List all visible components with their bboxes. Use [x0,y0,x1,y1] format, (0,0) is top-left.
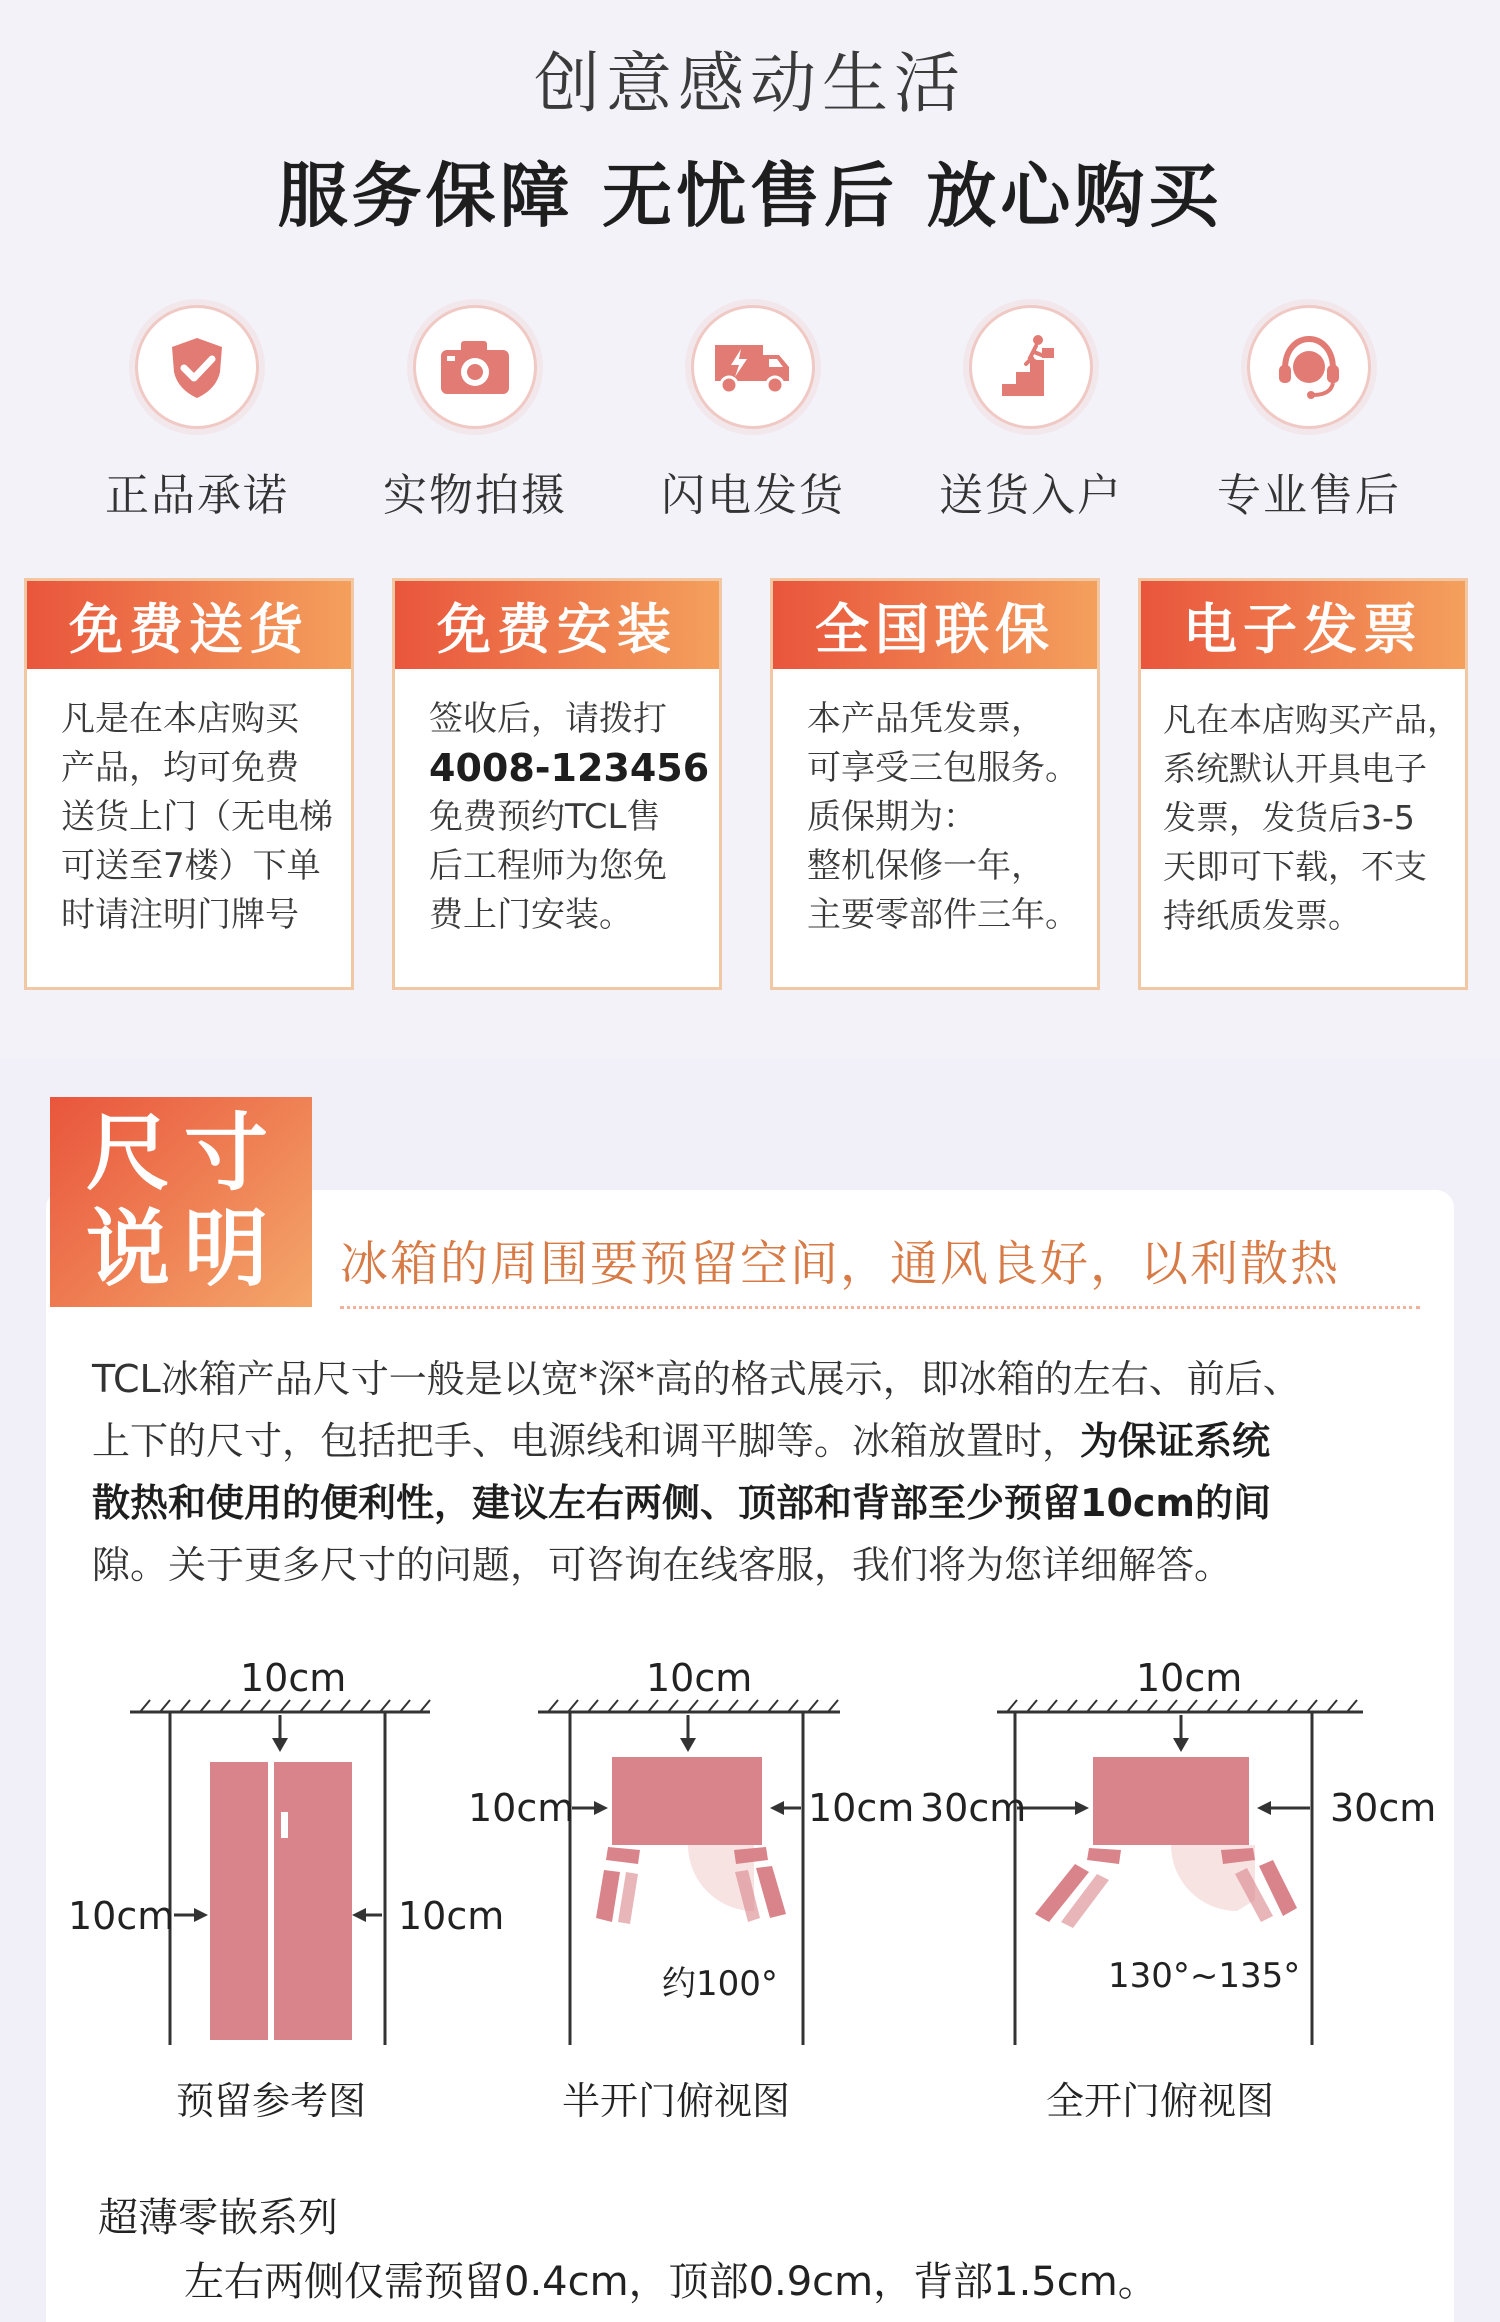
card-line: 费上门安装。 [429,895,633,935]
card-line: 时请注明门牌号 [61,895,299,935]
size-tag-line1: 尺寸 [86,1104,283,1202]
card-title: 电子发票 [1141,581,1465,669]
card-free-delivery [24,578,354,990]
card-body [1141,669,1465,940]
desc-line: TCL冰箱产品尺寸一般是以宽*深*高的格式展示，即冰箱的左右、前后、 [92,1357,1301,1401]
card-body [27,669,351,940]
desc-bold: 为保证系统 [1080,1419,1271,1463]
card-free-install [392,578,722,990]
feature-label: 正品承诺 [105,470,289,521]
top-clearance-label: 10cm [240,1656,347,1700]
top-clearance-label: 10cm [646,1656,753,1700]
card-line: 天即可下载，不支 [1163,847,1427,886]
card-line: 可享受三包服务。 [807,748,1079,788]
camera-icon [413,305,537,429]
desc-line [92,1472,1422,1534]
size-section-tag [50,1097,312,1307]
right-clearance-label: 30cm [1330,1786,1437,1830]
slogan-title: 创意感动生活 [534,45,966,122]
series-note: 左右两侧仅需预留0.4cm，顶部0.9cm，背部1.5cm。 [184,2259,1158,2305]
feature-label: 专业售后 [1217,470,1401,521]
card-line: 质保期为： [807,797,977,837]
desc-line [92,1410,1422,1472]
diagram-caption: 全开门俯视图 [1046,2079,1275,2123]
feature-home-delivery [906,305,1156,523]
card-line: 整机保修一年， [807,846,1045,886]
left-clearance-label: 10cm [468,1786,575,1830]
dotted-divider [340,1306,1420,1309]
card-line: 后工程师为您免 [429,846,667,886]
card-line: 持纸质发票。 [1163,896,1361,935]
size-subtitle: 冰箱的周围要预留空间，通风良好，以利散热 [340,1236,1341,1292]
size-description [92,1348,1422,1596]
feature-label: 送货入户 [939,470,1123,521]
feature-label: 闪电发货 [661,470,845,521]
card-body [395,669,719,940]
card-title: 免费送货 [27,581,351,669]
feature-after-sales [1184,305,1434,523]
card-line: 主要零部件三年。 [807,895,1079,935]
clearance-reference-diagram [110,1660,450,2060]
card-line: 签收后，请拨打 [429,699,667,739]
card-line: 系统默认开具电子 [1163,749,1427,788]
top-clearance-label: 10cm [1136,1656,1243,1700]
card-line: 发票，发货后3-5 [1163,798,1415,837]
card-warranty [770,578,1100,990]
card-line: 送货上门（无电梯 [61,797,333,837]
service-phone: 4008-123456 [429,746,710,790]
card-line: 本产品凭发票， [807,699,1045,739]
slogan-subtitle: 服务保障 无忧售后 放心购买 [277,155,1223,237]
card-title: 全国联保 [773,581,1097,669]
delivery-truck-icon [691,305,815,429]
headset-service-icon [1247,305,1371,429]
card-line: 凡在本店购买产品， [1163,700,1460,739]
stairs-person-icon [969,305,1093,429]
diagram-caption: 预留参考图 [176,2079,367,2123]
card-line: 凡是在本店购买 [61,699,299,739]
desc-text: 上下的尺寸，包括把手、电源线和调平脚等。冰箱放置时， [92,1419,1081,1463]
card-line: 可送至7楼）下单 [61,846,321,886]
full-open-door-diagram [985,1660,1385,2060]
right-clearance-label: 10cm [398,1894,505,1938]
diagram-caption: 半开门俯视图 [562,2079,791,2123]
feature-genuine [72,305,322,523]
door-angle-label: 130°~135° [1108,1956,1301,1996]
right-clearance-label: 10cm [808,1786,915,1830]
shield-check-icon [135,305,259,429]
door-angle-label: 约100° [662,1964,778,2004]
desc-line: 隙。关于更多尺寸的问题，可咨询在线客服，我们将为您详细解答。 [92,1543,1233,1587]
card-line: 产品，均可免费 [61,748,299,788]
card-title: 免费安装 [395,581,719,669]
left-clearance-label: 30cm [920,1786,1027,1830]
size-tag-line2: 说明 [86,1200,283,1298]
card-body [773,669,1097,940]
desc-bold: 散热和使用的便利性，建议左右两侧、顶部和背部至少预留10cm的间 [92,1481,1272,1525]
feature-real-photo [350,305,600,523]
left-clearance-label: 10cm [68,1894,175,1938]
card-line: 免费预约TCL售 [429,797,661,837]
feature-fast-delivery [628,305,878,523]
feature-label: 实物拍摄 [383,470,567,521]
card-e-invoice [1138,578,1468,990]
series-title: 超薄零嵌系列 [98,2195,338,2241]
